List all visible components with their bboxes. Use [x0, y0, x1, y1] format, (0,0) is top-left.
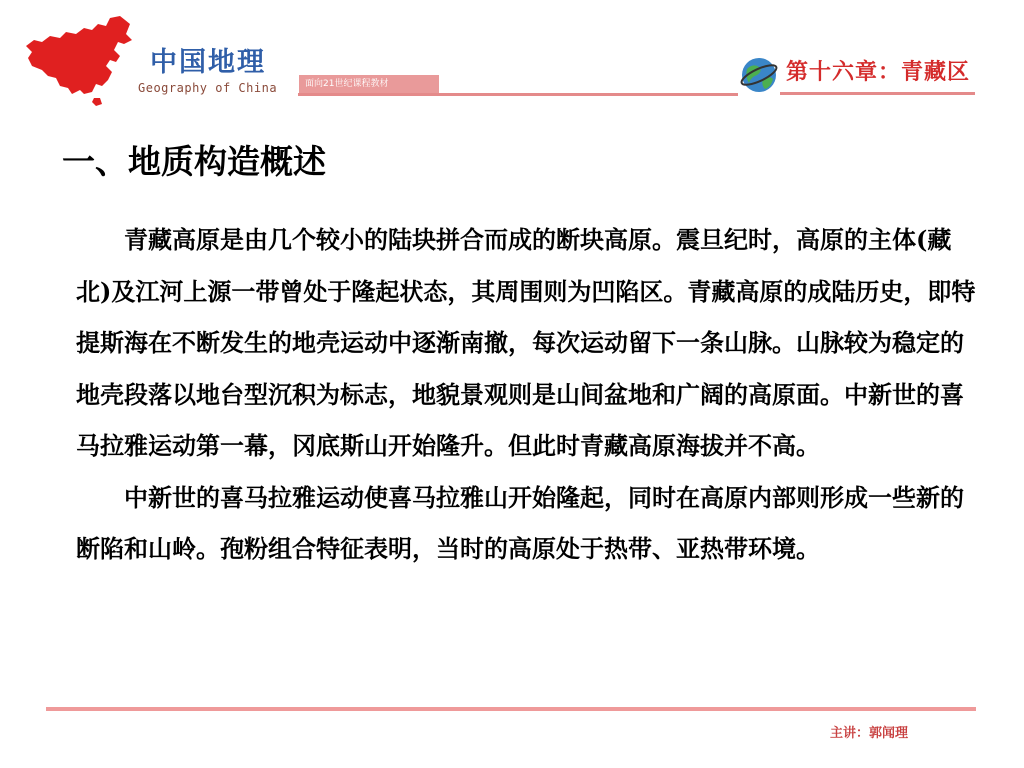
body-text — [76, 214, 982, 575]
section-title: 一、地质构造概述 — [62, 142, 326, 181]
paragraph: 青藏高原是由几个较小的陆块拼合而成的断块高原。震旦纪时，高原的主体(藏北)及江河上源一带曾处于隆起状态，其周围则为凹陷区。青藏高原的成陆历史，即特提斯海在不断发生的地壳运动中逐渐南撤，每次运动留下一条山脉。山脉较为稳定的地壳段落以地台型沉积为标志，地貌景观则是山间盆地和广阔的高原面。中新世的喜马拉雅运动第一幕，冈底斯山开始隆升。但此时青藏高原海拔并不高。 — [76, 225, 976, 460]
chapter-divider — [780, 92, 975, 95]
textbook-badge: 面向21世纪课程教材 — [299, 75, 439, 93]
globe-icon — [739, 55, 779, 95]
logo-title: 中国地理 — [150, 47, 266, 78]
footer-author: 主讲：郭闻理 — [830, 726, 909, 741]
chapter-title: 第十六章：青藏区 — [786, 60, 971, 85]
footer-divider — [46, 707, 976, 711]
slide-header — [0, 0, 1024, 110]
header-divider — [298, 93, 738, 96]
china-map-logo — [22, 14, 134, 110]
logo-subtitle: Geography of China — [138, 81, 278, 95]
paragraph: 中新世的喜马拉雅运动使喜马拉雅山开始隆起，同时在高原内部则形成一些新的断陷和山岭。孢粉组合特征表明，当时的高原处于热带、亚热带环境。 — [76, 482, 964, 563]
